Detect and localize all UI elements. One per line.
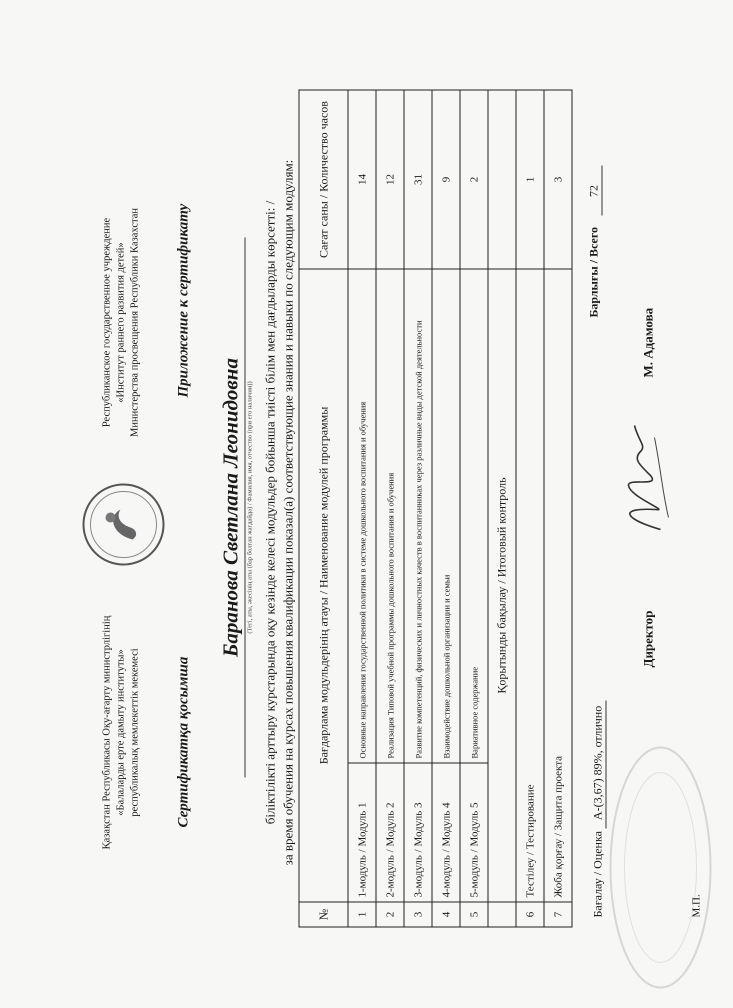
name-caption: (Тегі, аты, әкесінің аты (бар болған жағдайда) / Фамилия, имя, отчество (при его наличии)) [246,381,254,634]
director-label: Директор [640,610,656,668]
certificate-appendix-sheet [1,0,733,1008]
module-hours: 31 [404,90,432,269]
final-item-name: Тестілеу / Тестирование [516,269,544,902]
subtitle-ru: Приложение к сертификату [175,203,192,398]
final-item-name: Жоба қорғау / Защита проекта [544,269,572,902]
issuer-header-ru [101,158,143,488]
row-num: 5 [460,902,488,927]
row-num: 7 [544,902,572,927]
module-hours: 2 [460,90,488,269]
final-item-hours: 1 [516,90,544,269]
issuer-ru-line: Министерства просвещения Республики Казахстан [129,208,141,437]
total-label: Барлығы / Всего [586,226,601,318]
total-line [587,166,603,318]
module-hours: 9 [432,90,460,269]
director-signature-icon [611,418,681,538]
institute-emblem-icon [81,482,167,568]
intro-text-ru: за время обучения на курсах повышения квалификации показал(а) соответствующие знания и навыки по следующим модулям: [280,159,296,866]
table-header-row [299,90,348,927]
col-header-num: № [299,902,348,927]
faint-stamp-icon [601,738,721,998]
row-num: 1 [348,902,376,927]
module-name: 4-модуль / Модуль 4 [432,763,460,902]
issuer-kz-line: «Балаларды ерте дамыту институты» [115,649,127,816]
issuer-ru-line: «Институт раннего развития детей» [115,242,127,403]
table-row [376,90,404,927]
grade-value: A-(3,67) 89%, отлично [591,700,607,828]
issuer-ru-line: Республиканское государственное учреждение [101,217,113,428]
module-description: Развитие компетенций, физических и личностных качеств в воспитанниках через различные виды детской деятельности [404,269,432,763]
module-name: 1-модуль / Модуль 1 [348,763,376,902]
table-row [348,90,376,927]
row-num: 2 [376,902,404,927]
issuer-kz-line: Қазақстан Республикасы Оқу-ағарту министрлігінің [101,615,113,850]
module-name: 5-модуль / Модуль 5 [460,763,488,902]
intro-text-kz: біліктілікті арттыру курстарында оқу кезінде келесі модульдер бойынша тиісті білім мен дағдыларды көрсетті: / [262,200,278,825]
row-num: 4 [432,902,460,927]
row-num: 3 [404,902,432,927]
name-underline [245,238,246,778]
table-row [404,90,432,927]
row-num: 6 [516,902,544,927]
modules-table [299,90,573,928]
module-hours: 12 [376,90,404,269]
director-name: М. Адамова [640,307,656,378]
module-description: Вариативное содержание [460,269,488,763]
grade-label: Бағалау / Оценка [590,831,605,918]
final-item-hours: 3 [544,90,572,269]
col-header-hours: Сағат саны / Количество часов [299,90,348,269]
module-name: 2-модуль / Модуль 2 [376,763,404,902]
table-row [460,90,488,927]
issuer-header-kz [101,568,143,898]
table-row [516,90,544,927]
module-name: 3-модуль / Модуль 3 [404,763,432,902]
module-description: Реализация Типовой учебной программы дошкольного воспитания и обучения [376,269,404,763]
module-hours: 14 [348,90,376,269]
col-header-name: Бағдарлама модульдерінің атауы / Наименование модулей программы [299,269,348,902]
module-description: Взаимодействие дошкольной организации и семьи [432,269,460,763]
total-value: 72 [587,166,603,216]
table-row [432,90,460,927]
subtitle-kz: Сертификатқа қосымша [175,656,192,828]
holder-full-name: Баранова Светлана Леонидовна [218,358,243,657]
module-description: Основные направления государственной политики в системе дошкольного воспитания и обучения [348,269,376,763]
final-control-row [488,90,516,927]
final-control-label: Қорытынды бақылау / Итоговый контроль [488,269,516,902]
issuer-kz-line: республикалық мемлекеттік мекемесі [129,648,141,817]
table-row [544,90,572,927]
seal-place-label: М.П. [690,894,703,918]
